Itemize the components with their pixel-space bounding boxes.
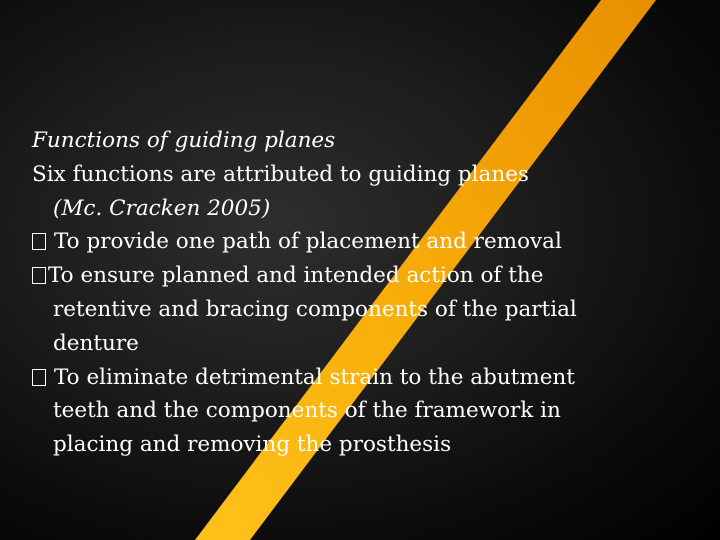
bullet-3-line-3: placing and removing the prosthesis xyxy=(53,432,452,458)
bullet-item-2 xyxy=(32,259,672,293)
bullet-item-3 xyxy=(32,361,672,395)
intro-citation: (Mc. Cracken 2005) xyxy=(53,195,271,221)
bullet-box-icon xyxy=(32,233,46,250)
intro-text: Six functions are attributed to guiding planes xyxy=(32,161,529,187)
bullet-item-1 xyxy=(32,225,672,259)
bullet-3-line-2: teeth and the components of the framework in xyxy=(53,398,561,424)
bullet-box-icon xyxy=(32,369,46,386)
bullet-1-line-1: To provide one path of placement and removal xyxy=(54,229,562,255)
bullet-2-line-3: denture xyxy=(53,330,139,356)
bullet-3-line-1: To eliminate detrimental strain to the abutment xyxy=(54,364,575,390)
bullet-box-icon xyxy=(32,267,46,284)
bullet-2-line-2: retentive and bracing components of the partial xyxy=(53,296,577,322)
slide-body xyxy=(32,124,672,462)
slide-title: Functions of guiding planes xyxy=(32,128,336,153)
bullet-2-line-1: To ensure planned and intended action of the xyxy=(48,263,544,289)
